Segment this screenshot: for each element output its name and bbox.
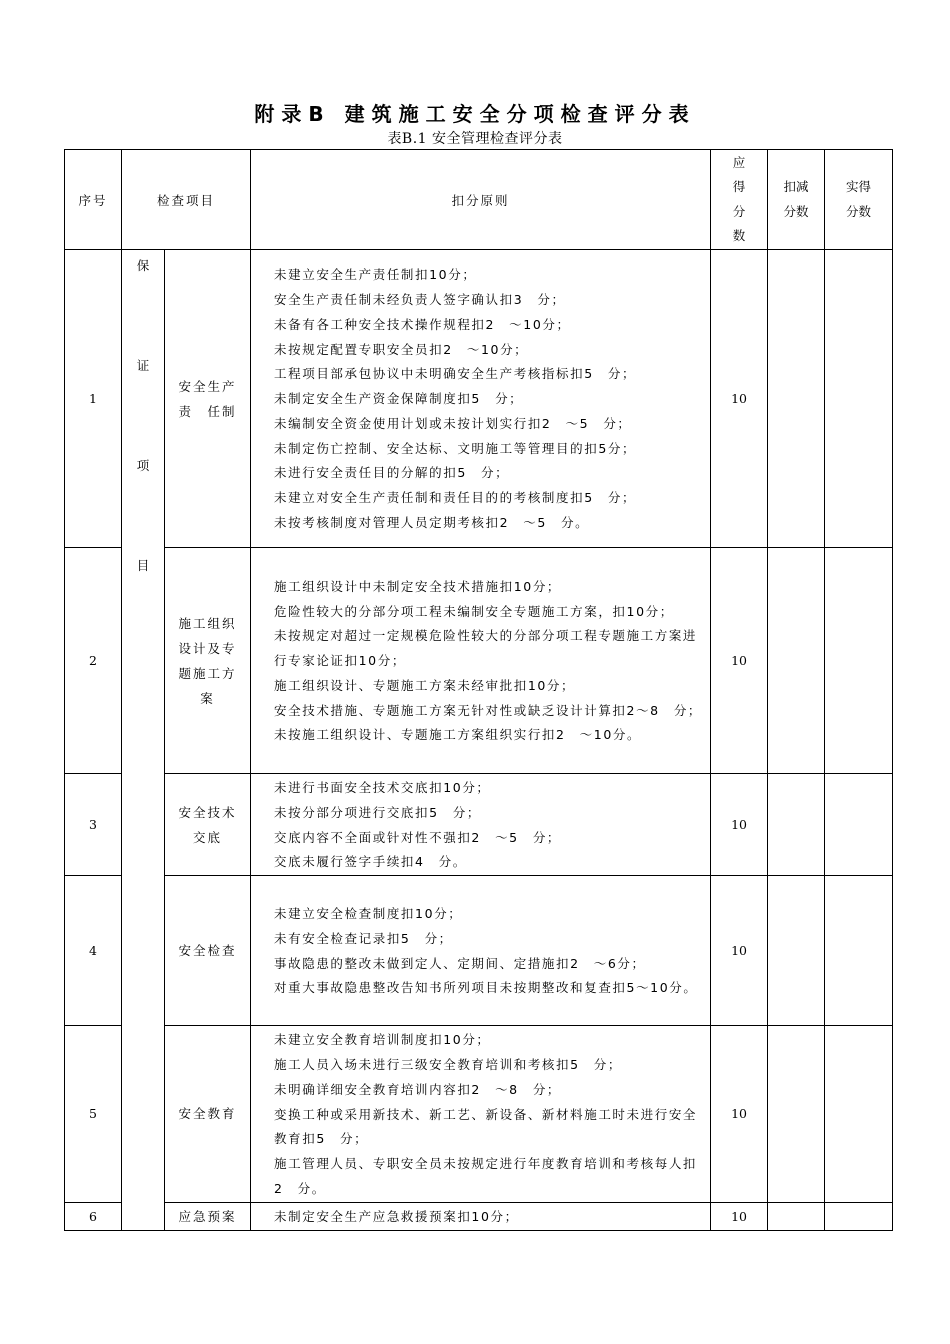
table-row [65, 876, 893, 1026]
rule-line: 未按规定对超过一定规模危险性较大的分部分项工程专题施工方案进行专家论证扣10分； [274, 628, 698, 669]
row-actual-cell[interactable] [825, 250, 893, 548]
row-seq: 3 [65, 774, 122, 876]
rule-line: 对重大事故隐患整改告知书所列项目未按期整改和复查扣5～10分。 [274, 980, 698, 996]
rule-line: 未制定安全生产应急救援预案扣10分； [274, 1208, 519, 1224]
row-due: 10 [711, 774, 768, 876]
header-seq: 序号 [65, 150, 122, 250]
row-rules [251, 774, 711, 876]
header-item: 检查项目 [122, 150, 251, 250]
rule-line: 未编制安全资金使用计划或未按计划实行扣2 ～5 分； [274, 415, 632, 431]
row-rules [251, 876, 711, 1026]
header-deduct-text: 扣减 分数 [783, 179, 809, 219]
header-actual-text: 实得 分数 [846, 179, 872, 219]
score-table [64, 149, 893, 1231]
rule-list [274, 263, 702, 536]
row-deduct-cell[interactable] [768, 1202, 825, 1230]
row-seq: 4 [65, 876, 122, 1026]
rule-line: 未进行安全责任目的分解的扣5 分； [274, 465, 510, 481]
table-row [65, 774, 893, 876]
rule-line: 未制定伤亡控制、安全达标、文明施工等管理目的扣5分； [274, 440, 637, 456]
rule-list [274, 1205, 702, 1230]
rule-list [274, 776, 702, 875]
header-due [711, 150, 768, 250]
row-actual-cell[interactable] [825, 774, 893, 876]
row-due: 10 [711, 1026, 768, 1203]
row-item: 安全教育 [165, 1026, 251, 1203]
row-due: 10 [711, 548, 768, 774]
rule-line: 施工组织设计、专题施工方案未经审批扣10分； [274, 677, 576, 693]
row-due: 10 [711, 876, 768, 1026]
row-actual-cell[interactable] [825, 1202, 893, 1230]
category-char: 证 [136, 358, 150, 373]
header-deduct [768, 150, 825, 250]
rule-line: 未有安全检查记录扣5 分； [274, 930, 453, 946]
header-row [65, 150, 893, 250]
row-item-text: 安全生产责 任制 [178, 378, 237, 419]
rule-line: 施工管理人员、专职安全员未按规定进行年度教育培训和考核每人扣2 分。 [274, 1156, 698, 1196]
row-seq: 6 [65, 1202, 122, 1230]
row-actual-cell[interactable] [825, 548, 893, 774]
row-actual-cell[interactable] [825, 1026, 893, 1203]
category-char: 目 [136, 558, 150, 573]
rule-line: 未建立安全检查制度扣10分； [274, 906, 463, 922]
table-row [65, 250, 893, 548]
category-char: 项 [136, 458, 150, 473]
row-seq: 5 [65, 1026, 122, 1203]
rule-line: 未建立安全生产责任制扣10分； [274, 267, 477, 283]
category-cell [122, 250, 165, 1231]
row-deduct-cell[interactable] [768, 774, 825, 876]
table-row [65, 1026, 893, 1203]
row-seq: 1 [65, 250, 122, 548]
table-row [65, 548, 893, 774]
rule-line: 变换工种或采用新技术、新工艺、新设备、新材料施工时未进行安全教育扣5 分； [274, 1106, 698, 1147]
rule-line: 施工组织设计中未制定安全技术措施扣10分； [274, 578, 562, 594]
row-item: 安全检查 [165, 876, 251, 1026]
row-item: 应急预案 [165, 1202, 251, 1230]
rule-line: 未按施工组织设计、专题施工方案组织实行扣2 ～10分。 [274, 727, 642, 743]
header-due-text: 应 得 分 数 [732, 154, 746, 243]
row-deduct-cell[interactable] [768, 1026, 825, 1203]
rule-line: 安全技术措施、专题施工方案无针对性或缺乏设计计算扣2～8 分； [274, 702, 703, 718]
row-item-text: 施工组织设计及专题施工方案 [178, 615, 237, 706]
row-item-text: 安全技术交底 [178, 804, 237, 845]
row-item [165, 548, 251, 774]
rule-line: 未备有各工种安全技术操作规程扣2 ～10分； [274, 316, 571, 332]
row-rules [251, 1026, 711, 1203]
rule-line: 事故隐患的整改未做到定人、定期间、定措施扣2 ～6分； [274, 955, 646, 971]
category-char: 保 [136, 258, 150, 273]
rule-line: 交底内容不全面或针对性不强扣2 ～5 分； [274, 829, 562, 845]
rule-line: 安全生产责任制未经负责人签字确认扣3 分； [274, 291, 566, 307]
header-actual [825, 150, 893, 250]
row-rules [251, 1202, 711, 1230]
rule-line: 危险性较大的分部分项工程未编制安全专题施工方案，扣10分； [274, 603, 674, 619]
row-seq: 2 [65, 548, 122, 774]
rule-list [274, 902, 702, 1001]
rule-line: 未按规定配置专职安全员扣2 ～10分； [274, 341, 529, 357]
row-rules [251, 548, 711, 774]
row-deduct-cell[interactable] [768, 250, 825, 548]
page-title: 附录B 建筑施工安全分项检查评分表 [254, 102, 696, 126]
rule-list [274, 1028, 702, 1202]
row-rules [251, 250, 711, 548]
rule-line: 未明确详细安全教育培训内容扣2 ～8 分； [274, 1081, 562, 1097]
rule-line: 未制定安全生产资金保障制度扣5 分； [274, 391, 524, 407]
row-deduct-cell[interactable] [768, 876, 825, 1026]
rule-line: 未进行书面安全技术交底扣10分； [274, 780, 491, 795]
row-due: 10 [711, 250, 768, 548]
table-caption: 表B.1 安全管理检查评分表 [387, 131, 563, 147]
table-row [65, 1202, 893, 1230]
row-item [165, 774, 251, 876]
rule-line: 未按分部分项进行交底扣5 分； [274, 804, 481, 820]
rule-line: 未建立对安全生产责任制和责任目的的考核制度扣5 分； [274, 490, 637, 506]
rule-line: 未按考核制度对管理人员定期考核扣2 ～5 分。 [274, 515, 590, 531]
rule-line: 施工人员入场未进行三级安全教育培训和考核扣5 分； [274, 1056, 622, 1072]
rule-line: 工程项目部承包协议中未明确安全生产考核指标扣5 分； [274, 366, 637, 382]
row-deduct-cell[interactable] [768, 548, 825, 774]
header-rules: 扣分原则 [251, 150, 711, 250]
rule-line: 交底未履行签字手续扣4 分。 [274, 854, 467, 870]
row-actual-cell[interactable] [825, 876, 893, 1026]
row-item [165, 250, 251, 548]
rule-list [274, 575, 702, 749]
row-due: 10 [711, 1202, 768, 1230]
rule-line: 未建立安全教育培训制度扣10分； [274, 1032, 491, 1048]
